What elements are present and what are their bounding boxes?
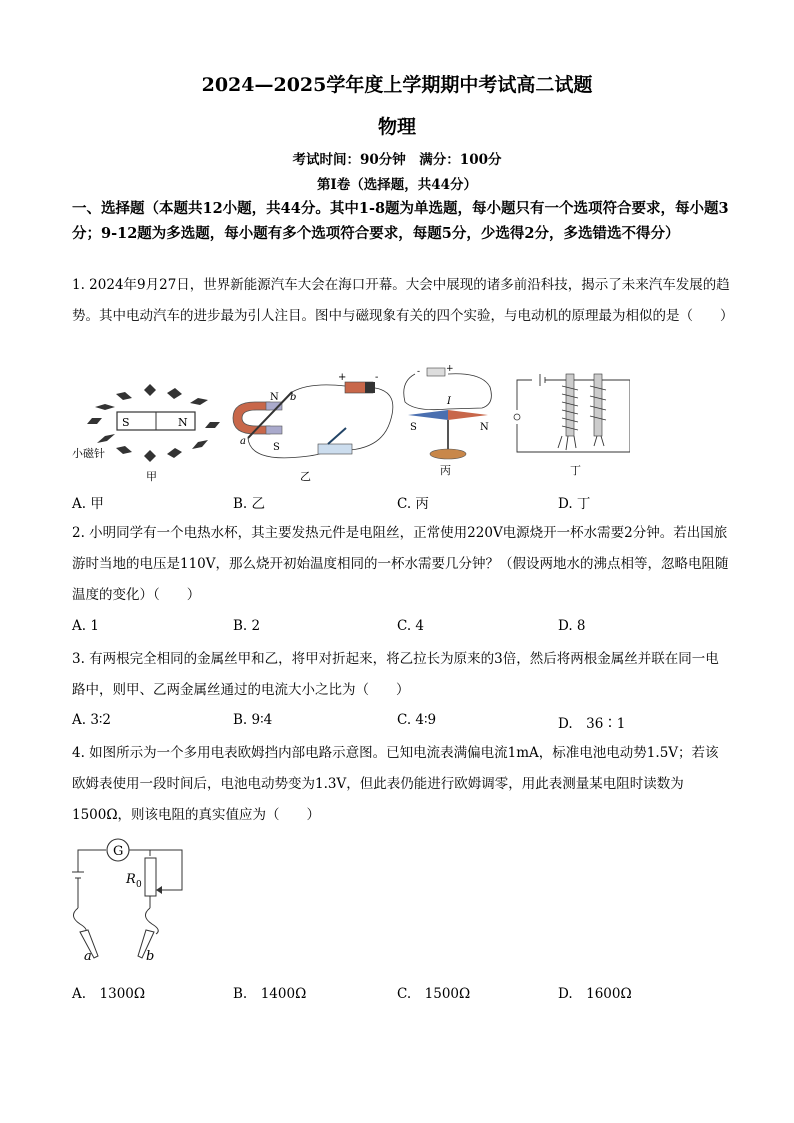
svg-text:b: b [290, 392, 297, 403]
svg-text:S: S [122, 416, 130, 429]
option-d[interactable]: D. 36∶1 [558, 716, 626, 732]
part-heading: 第Ⅰ卷（选择题，共44分） [316, 177, 478, 193]
svg-text:甲: 甲 [146, 470, 157, 483]
svg-text:N: N [270, 392, 279, 403]
svg-text:S: S [273, 442, 280, 453]
svg-text:N: N [480, 422, 489, 433]
figure-yi [233, 372, 393, 483]
option-a[interactable]: A. 1300Ω [72, 986, 146, 1002]
option-b[interactable]: B. 乙 [233, 496, 266, 512]
figure-jia [72, 384, 220, 483]
question-3-text: 3. 有两根完全相同的金属丝甲和乙，将甲对折起来，将乙拉长为原来的3倍，然后将两根金属丝并联在同一电路中，则甲、乙两金属丝通过的电流大小之比为（ ） [72, 651, 719, 698]
question-1-text: 1. 2024年9月27日，世界新能源汽车大会在海口开幕。大会中展现的诸多前沿科技，揭示了未来汽车发展的趋势。其中电动汽车的进步最为引人注目。图中与磁现象有关的四个实验，与电动机的原理最为相似的是（ ） [72, 277, 734, 324]
svg-text:-: - [417, 367, 421, 377]
svg-text:R: R [126, 872, 136, 887]
option-b[interactable]: B. 1400Ω [233, 986, 307, 1002]
svg-text:a: a [240, 436, 246, 447]
option-b[interactable]: B. 9∶4 [233, 712, 273, 728]
svg-text:S: S [410, 422, 417, 433]
exam-title: 2024—2025学年度上学期期中考试高二试题 [201, 74, 593, 96]
option-d[interactable]: D. 1600Ω [558, 986, 632, 1002]
svg-text:丁: 丁 [570, 464, 581, 477]
svg-text:-: - [375, 372, 379, 383]
question-3-options [72, 712, 732, 734]
svg-text:N: N [178, 416, 188, 429]
question-1-figures [70, 362, 630, 484]
svg-text:a: a [84, 949, 92, 964]
option-c[interactable]: C. 4 [397, 618, 425, 634]
option-a[interactable]: A. 甲 [72, 496, 104, 512]
svg-text:+: + [446, 364, 454, 374]
subject-title: 物理 [377, 116, 416, 138]
question-4-options [72, 982, 732, 1004]
question-2-text: 2. 小明同学有一个电热水杯，其主要发热元件是电阻丝，正常使用220V电源烧开一杯水需要2分钟。若出国旅游时当地的电压是110V，那么烧开初始温度相同的一杯水需要几分钟？（假设两地水的沸点相等，忽略电阻随温度的变化）（ ） [72, 525, 729, 603]
figure-bing [404, 364, 492, 477]
option-c[interactable]: C. 丙 [397, 496, 429, 512]
question-1-options [72, 492, 732, 514]
option-c[interactable]: C. 4∶9 [397, 712, 437, 728]
option-a[interactable]: A. 1 [72, 618, 99, 634]
svg-text:0: 0 [136, 880, 142, 890]
svg-text:丙: 丙 [440, 464, 451, 477]
option-c[interactable]: C. 1500Ω [397, 986, 471, 1002]
exam-info: 考试时间：90分钟 满分：100分 [292, 152, 502, 168]
option-b[interactable]: B. 2 [233, 618, 261, 634]
figure-ding [514, 374, 630, 477]
question-4-text: 4. 如图所示为一个多用电表欧姆挡内部电路示意图。已知电流表满偏电流1mA，标准电池电动势1.5V；若该欧姆表使用一段时间后，电池电动势变为1.3V，但此表仍能进行欧姆调零，用此表测量某电阻时读数为1500Ω，则该电阻的真实值应为（ ） [72, 745, 719, 823]
svg-text:G: G [113, 844, 124, 859]
section-heading: 一、选择题（本题共12小题，共44分。其中1-8题为单选题，每小题只有一个选项符合要求，每小题3分；9-12题为多选题，每小题有多个选项符合要求，每题5分，少选得2分，多选错选不得分） [72, 200, 729, 242]
svg-text:b: b [146, 949, 155, 964]
option-d[interactable]: D. 8 [558, 618, 586, 634]
option-d[interactable]: D. 丁 [558, 496, 591, 512]
svg-text:I: I [447, 396, 451, 407]
svg-text:小磁针: 小磁针 [72, 447, 105, 460]
question-2-options [72, 618, 732, 640]
svg-text:乙: 乙 [300, 470, 311, 483]
option-a[interactable]: A. 3∶2 [72, 712, 112, 728]
svg-text:+: + [338, 372, 347, 383]
question-4-circuit [70, 834, 200, 964]
